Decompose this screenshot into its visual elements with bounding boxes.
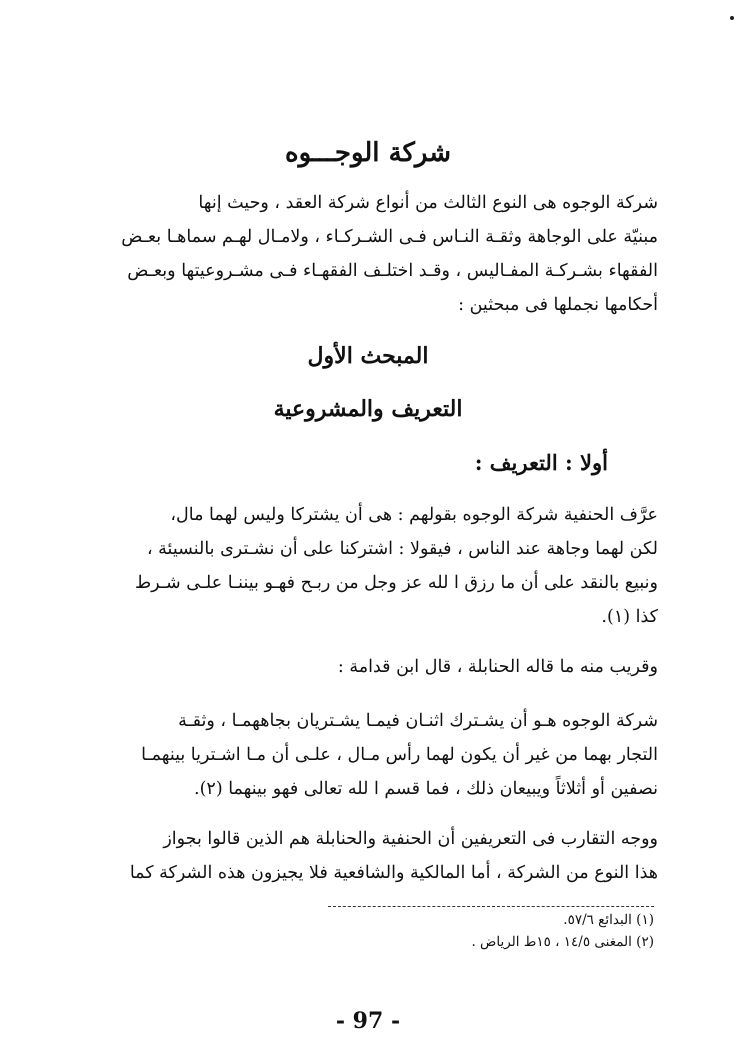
text-line: شركة الوجوه هـو أن يشـترك اثنـان فيمـا يشـتريان بجاههمـا ، وثقـة	[178, 711, 658, 731]
ibn-qudama-intro	[78, 650, 658, 684]
intro-paragraph	[78, 186, 658, 322]
text-line: شركة الوجوه هى النوع الثالث من أنواع شركة العقد ، وحيث إنها	[198, 193, 658, 213]
text-line: وقريب منه ما قاله الحنابلة ، قال ابن قدامة :	[337, 657, 658, 677]
text-line: مبنيّة على الوجاهة وثقـة النـاس فـى الشـركـاء ، ولامـال لهـم سماهـا بعـض	[121, 227, 658, 247]
text-line: نصفين أو أثلاثاً ويبيعان ذلك ، فما قسم ا لله تعالى فهو بينهما (٢).	[194, 779, 658, 799]
footnote-2: (٢) المغنى ١٤/٥ ، ١٥ط الرياض .	[471, 934, 654, 950]
page-title: شركة الوجـــوه	[284, 138, 452, 168]
scan-mark	[730, 16, 734, 20]
hanafi-definition	[78, 498, 658, 634]
section-subheading: التعريف والمشروعية	[273, 396, 463, 422]
text-line: التجار بهما من غير أن يكون لهما رأس مـال ، علـى أن مـا اشـتريا بينهمـا	[141, 745, 658, 765]
footnote-separator	[328, 906, 654, 907]
point-heading: أولا : التعريف :	[474, 450, 608, 475]
text-line: لكن لهما وجاهة عند الناس ، فيقولا : اشتركنا على أن نشـترى بالنسيئة ،	[146, 539, 658, 559]
text-line: أحكامها نجملها فى مبحثين :	[458, 295, 658, 315]
text-line: ووجه التقارب فى التعريفين أن الحنفية والحنابلة هم الذين قالوا بجواز	[163, 829, 658, 849]
section-heading: المبحث الأول	[307, 343, 429, 369]
closing-paragraph	[78, 822, 658, 890]
footnote-1: (١) البدائع ٥٧/٦.	[563, 912, 654, 928]
text-line: الفقهاء بشـركـة المفـاليس ، وقـد اختلـف الفقهـاء فـى مشـروعيتها وبعـض	[127, 261, 658, 281]
text-line: عرَّف الحنفية شركة الوجوه بقولهم : هى أن يشتركا وليس لهما مال،	[170, 505, 658, 525]
text-line: كذا (١).	[601, 607, 658, 627]
hanbali-definition	[78, 704, 658, 806]
text-line: ونبيع بالنقد على أن ما رزق ا لله عز وجل من ربـح فهـو بيننـا علـى شـرط	[135, 573, 658, 593]
page-number: - 97 -	[335, 1008, 401, 1034]
text-line: هذا النوع من الشركة ، أما المالكية والشافعية فلا يجيزون هذه الشركة كما	[129, 863, 658, 883]
